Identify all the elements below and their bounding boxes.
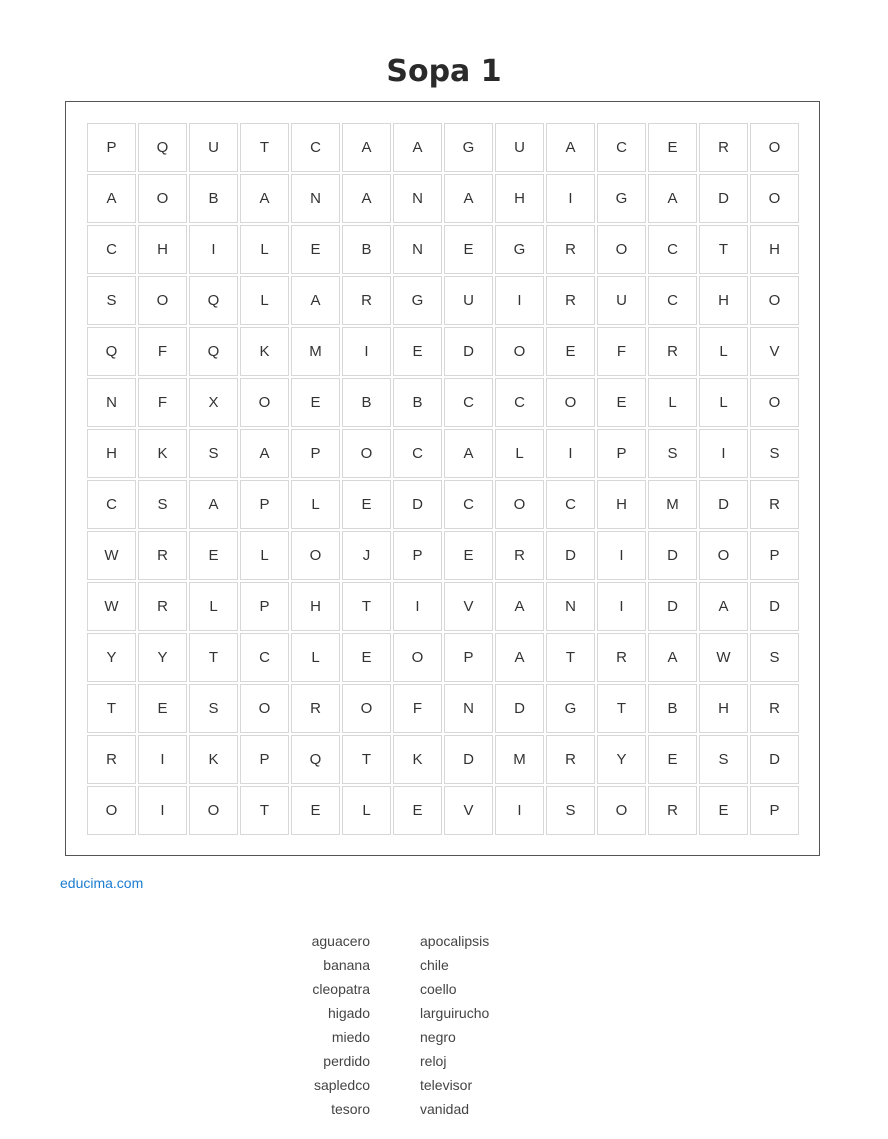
grid-cell[interactable]: N bbox=[291, 174, 340, 223]
grid-cell[interactable]: T bbox=[342, 735, 391, 784]
grid-cell[interactable]: P bbox=[291, 429, 340, 478]
grid-cell[interactable]: A bbox=[546, 123, 595, 172]
grid-cell[interactable]: C bbox=[87, 225, 136, 274]
grid-cell[interactable]: Y bbox=[138, 633, 187, 682]
grid-cell[interactable]: R bbox=[87, 735, 136, 784]
grid-cell[interactable]: B bbox=[342, 225, 391, 274]
grid-cell[interactable]: O bbox=[138, 276, 187, 325]
grid-cell[interactable]: S bbox=[138, 480, 187, 529]
grid-cell[interactable]: S bbox=[546, 786, 595, 835]
word-list-item: negro bbox=[420, 1029, 456, 1045]
grid-cell[interactable]: L bbox=[240, 531, 289, 580]
word-list-item: tesoro bbox=[331, 1101, 370, 1117]
grid-cell[interactable]: S bbox=[750, 633, 799, 682]
grid-cell[interactable]: W bbox=[699, 633, 748, 682]
grid-cell[interactable]: P bbox=[597, 429, 646, 478]
grid-cell[interactable]: S bbox=[699, 735, 748, 784]
grid-cell[interactable]: I bbox=[597, 531, 646, 580]
grid-cell[interactable]: A bbox=[189, 480, 238, 529]
grid-cell[interactable]: N bbox=[546, 582, 595, 631]
word-list-item: vanidad bbox=[420, 1101, 470, 1117]
grid-cell[interactable]: D bbox=[393, 480, 442, 529]
grid-cell[interactable]: C bbox=[597, 123, 646, 172]
grid-cell[interactable]: O bbox=[546, 378, 595, 427]
grid-cell[interactable]: L bbox=[291, 480, 340, 529]
grid-cell[interactable]: M bbox=[291, 327, 340, 376]
grid-cell[interactable]: A bbox=[648, 633, 697, 682]
grid-cell[interactable]: S bbox=[87, 276, 136, 325]
grid-cell[interactable]: I bbox=[495, 276, 544, 325]
grid-cell[interactable]: W bbox=[87, 531, 136, 580]
grid-cell[interactable]: F bbox=[597, 327, 646, 376]
grid-cell[interactable]: W bbox=[87, 582, 136, 631]
grid-cell[interactable]: J bbox=[342, 531, 391, 580]
grid-cell[interactable]: O bbox=[495, 327, 544, 376]
grid-cell[interactable]: R bbox=[648, 786, 697, 835]
grid-cell[interactable]: N bbox=[393, 174, 442, 223]
grid-cell[interactable]: A bbox=[393, 123, 442, 172]
grid-cell[interactable]: E bbox=[444, 531, 493, 580]
grid-cell[interactable]: I bbox=[138, 735, 187, 784]
grid-cell[interactable]: I bbox=[546, 174, 595, 223]
grid-cell[interactable]: P bbox=[240, 582, 289, 631]
grid-cell[interactable]: N bbox=[393, 225, 442, 274]
grid-cell[interactable]: L bbox=[240, 225, 289, 274]
grid-cell[interactable]: O bbox=[750, 123, 799, 172]
grid-cell[interactable]: G bbox=[393, 276, 442, 325]
grid-cell[interactable]: D bbox=[648, 582, 697, 631]
grid-cell[interactable]: P bbox=[240, 480, 289, 529]
grid-cell[interactable]: A bbox=[342, 123, 391, 172]
grid-cell[interactable]: B bbox=[342, 378, 391, 427]
word-list-item: reloj bbox=[420, 1053, 447, 1069]
grid-cell[interactable]: P bbox=[444, 633, 493, 682]
grid-cell[interactable]: O bbox=[240, 684, 289, 733]
grid-cell[interactable]: E bbox=[444, 225, 493, 274]
grid-cell[interactable]: A bbox=[87, 174, 136, 223]
grid-cell[interactable]: D bbox=[444, 735, 493, 784]
grid-cell[interactable]: O bbox=[342, 684, 391, 733]
grid-cell[interactable]: L bbox=[495, 429, 544, 478]
grid-cell[interactable]: T bbox=[189, 633, 238, 682]
grid-cell[interactable]: R bbox=[546, 276, 595, 325]
grid-cell[interactable]: O bbox=[750, 378, 799, 427]
word-list-right-column bbox=[420, 930, 580, 1122]
grid-cell[interactable]: C bbox=[291, 123, 340, 172]
grid-cell[interactable]: R bbox=[138, 582, 187, 631]
grid-cell[interactable]: Y bbox=[597, 735, 646, 784]
grid-cell[interactable]: D bbox=[750, 582, 799, 631]
grid-cell[interactable]: O bbox=[189, 786, 238, 835]
grid-cell[interactable]: Q bbox=[291, 735, 340, 784]
grid-cell[interactable]: S bbox=[750, 429, 799, 478]
grid-cell[interactable]: A bbox=[444, 429, 493, 478]
grid-cell[interactable]: M bbox=[648, 480, 697, 529]
grid-cell[interactable]: O bbox=[240, 378, 289, 427]
word-list-item: aguacero bbox=[311, 933, 370, 949]
grid-cell[interactable]: L bbox=[699, 378, 748, 427]
grid-cell[interactable]: S bbox=[189, 429, 238, 478]
grid-cell[interactable]: U bbox=[495, 123, 544, 172]
grid-cell[interactable]: E bbox=[342, 633, 391, 682]
grid-cell[interactable]: E bbox=[648, 735, 697, 784]
grid-cell[interactable]: P bbox=[393, 531, 442, 580]
grid-cell[interactable]: I bbox=[495, 786, 544, 835]
grid-cell[interactable]: L bbox=[240, 276, 289, 325]
grid-cell[interactable]: A bbox=[495, 633, 544, 682]
grid-cell[interactable]: L bbox=[699, 327, 748, 376]
grid-cell[interactable]: U bbox=[189, 123, 238, 172]
grid-cell[interactable]: K bbox=[240, 327, 289, 376]
grid-cell[interactable]: R bbox=[291, 684, 340, 733]
grid-cell[interactable]: T bbox=[240, 786, 289, 835]
grid-cell[interactable]: O bbox=[699, 531, 748, 580]
grid-cell[interactable]: S bbox=[189, 684, 238, 733]
grid-cell[interactable]: E bbox=[291, 378, 340, 427]
grid-cell[interactable]: K bbox=[189, 735, 238, 784]
grid-cell[interactable]: O bbox=[750, 276, 799, 325]
grid-cell[interactable]: I bbox=[546, 429, 595, 478]
grid-cell[interactable]: A bbox=[444, 174, 493, 223]
grid-cell[interactable]: V bbox=[444, 582, 493, 631]
grid-cell[interactable]: O bbox=[597, 225, 646, 274]
grid-cell[interactable]: C bbox=[546, 480, 595, 529]
grid-cell[interactable]: E bbox=[291, 225, 340, 274]
grid-cell[interactable]: H bbox=[597, 480, 646, 529]
grid-cell[interactable]: K bbox=[393, 735, 442, 784]
grid-cell[interactable]: O bbox=[87, 786, 136, 835]
grid-cell[interactable]: A bbox=[291, 276, 340, 325]
grid-cell[interactable]: Q bbox=[138, 123, 187, 172]
grid-cell[interactable]: C bbox=[444, 480, 493, 529]
puzzle-frame bbox=[65, 101, 820, 856]
grid-cell[interactable]: O bbox=[750, 174, 799, 223]
grid-cell[interactable]: A bbox=[495, 582, 544, 631]
grid-cell[interactable]: T bbox=[240, 123, 289, 172]
grid-cell[interactable]: C bbox=[444, 378, 493, 427]
grid-cell[interactable]: P bbox=[240, 735, 289, 784]
grid-cell[interactable]: C bbox=[393, 429, 442, 478]
grid-cell[interactable]: I bbox=[138, 786, 187, 835]
grid-cell[interactable]: R bbox=[342, 276, 391, 325]
grid-cell[interactable]: E bbox=[291, 786, 340, 835]
grid-cell[interactable]: C bbox=[240, 633, 289, 682]
grid-cell[interactable]: I bbox=[393, 582, 442, 631]
word-list-left-column bbox=[250, 930, 370, 1122]
grid-cell[interactable]: Y bbox=[87, 633, 136, 682]
word-list-item: televisor bbox=[420, 1077, 473, 1093]
grid-cell[interactable]: G bbox=[444, 123, 493, 172]
grid-cell[interactable]: D bbox=[699, 174, 748, 223]
grid-cell[interactable]: T bbox=[597, 684, 646, 733]
grid-cell[interactable]: G bbox=[597, 174, 646, 223]
grid-cell[interactable]: E bbox=[189, 531, 238, 580]
grid-cell[interactable]: R bbox=[699, 123, 748, 172]
word-list-item: chile bbox=[420, 957, 449, 973]
grid-cell[interactable]: R bbox=[597, 633, 646, 682]
grid-cell[interactable]: C bbox=[648, 276, 697, 325]
word-list-item: perdido bbox=[323, 1053, 370, 1069]
grid-cell[interactable]: O bbox=[597, 786, 646, 835]
word-list-item: coello bbox=[420, 981, 457, 997]
grid-cell[interactable]: A bbox=[648, 174, 697, 223]
grid-cell[interactable]: V bbox=[444, 786, 493, 835]
grid-cell[interactable]: H bbox=[750, 225, 799, 274]
grid-cell[interactable]: X bbox=[189, 378, 238, 427]
grid-cell[interactable]: D bbox=[444, 327, 493, 376]
grid-cell[interactable]: R bbox=[648, 327, 697, 376]
word-list-item: larguirucho bbox=[420, 1005, 490, 1021]
grid-cell[interactable]: O bbox=[393, 633, 442, 682]
grid-cell[interactable]: L bbox=[648, 378, 697, 427]
grid-cell[interactable]: R bbox=[546, 225, 595, 274]
grid-cell[interactable]: I bbox=[597, 582, 646, 631]
grid-cell[interactable]: D bbox=[546, 531, 595, 580]
grid-cell[interactable]: O bbox=[495, 480, 544, 529]
grid-cell[interactable]: T bbox=[699, 225, 748, 274]
grid-cell[interactable]: H bbox=[87, 429, 136, 478]
grid-cell[interactable]: E bbox=[393, 327, 442, 376]
grid-cell[interactable]: G bbox=[546, 684, 595, 733]
word-list-item: miedo bbox=[331, 1029, 370, 1045]
grid-cell[interactable]: R bbox=[495, 531, 544, 580]
word-list-item: apocalipsis bbox=[420, 933, 490, 949]
grid-cell[interactable]: Q bbox=[189, 276, 238, 325]
grid-cell[interactable]: A bbox=[342, 174, 391, 223]
grid-cell[interactable]: P bbox=[87, 123, 136, 172]
letter-grid bbox=[87, 123, 799, 835]
grid-cell[interactable]: T bbox=[546, 633, 595, 682]
grid-cell[interactable]: N bbox=[444, 684, 493, 733]
grid-cell[interactable]: L bbox=[342, 786, 391, 835]
word-list-item: sapledco bbox=[313, 1077, 370, 1093]
grid-cell[interactable]: Q bbox=[87, 327, 136, 376]
grid-cell[interactable]: M bbox=[495, 735, 544, 784]
grid-cell[interactable]: E bbox=[393, 786, 442, 835]
grid-cell[interactable]: L bbox=[291, 633, 340, 682]
grid-cell[interactable]: V bbox=[750, 327, 799, 376]
grid-cell[interactable]: H bbox=[495, 174, 544, 223]
grid-cell[interactable]: R bbox=[750, 480, 799, 529]
grid-cell[interactable]: O bbox=[291, 531, 340, 580]
grid-cell[interactable]: C bbox=[495, 378, 544, 427]
word-list-item: banana bbox=[323, 957, 370, 973]
grid-cell[interactable]: F bbox=[393, 684, 442, 733]
grid-cell[interactable]: F bbox=[138, 327, 187, 376]
page-title: Sopa 1 bbox=[386, 54, 502, 89]
grid-cell[interactable]: S bbox=[648, 429, 697, 478]
grid-cell[interactable]: E bbox=[597, 378, 646, 427]
grid-cell[interactable]: I bbox=[342, 327, 391, 376]
grid-cell[interactable]: D bbox=[750, 735, 799, 784]
source-link[interactable]: educima.com bbox=[60, 875, 144, 891]
grid-cell[interactable]: R bbox=[750, 684, 799, 733]
grid-cell[interactable]: A bbox=[240, 429, 289, 478]
grid-cell[interactable]: G bbox=[495, 225, 544, 274]
grid-cell[interactable]: C bbox=[87, 480, 136, 529]
grid-cell[interactable]: U bbox=[444, 276, 493, 325]
grid-cell[interactable]: B bbox=[648, 684, 697, 733]
grid-cell[interactable]: P bbox=[750, 531, 799, 580]
grid-cell[interactable]: N bbox=[87, 378, 136, 427]
grid-cell[interactable]: F bbox=[138, 378, 187, 427]
grid-cell[interactable]: A bbox=[699, 582, 748, 631]
grid-cell[interactable]: U bbox=[597, 276, 646, 325]
grid-cell[interactable]: Q bbox=[189, 327, 238, 376]
grid-cell[interactable]: D bbox=[699, 480, 748, 529]
word-list-item: higado bbox=[327, 1005, 370, 1021]
grid-cell[interactable]: H bbox=[138, 225, 187, 274]
grid-cell[interactable]: E bbox=[699, 786, 748, 835]
grid-cell[interactable]: E bbox=[648, 123, 697, 172]
grid-cell[interactable]: O bbox=[342, 429, 391, 478]
grid-cell[interactable]: D bbox=[648, 531, 697, 580]
grid-cell[interactable]: I bbox=[699, 429, 748, 478]
grid-cell[interactable]: I bbox=[189, 225, 238, 274]
grid-cell[interactable]: R bbox=[546, 735, 595, 784]
grid-cell[interactable]: T bbox=[342, 582, 391, 631]
grid-cell[interactable]: E bbox=[138, 684, 187, 733]
grid-cell[interactable]: K bbox=[138, 429, 187, 478]
grid-cell[interactable]: H bbox=[699, 276, 748, 325]
grid-cell[interactable]: P bbox=[750, 786, 799, 835]
grid-cell[interactable]: D bbox=[495, 684, 544, 733]
grid-cell[interactable]: H bbox=[291, 582, 340, 631]
grid-cell[interactable]: L bbox=[189, 582, 238, 631]
grid-cell[interactable]: E bbox=[546, 327, 595, 376]
word-list-item: cleopatra bbox=[312, 981, 370, 997]
grid-cell[interactable]: T bbox=[87, 684, 136, 733]
grid-cell[interactable]: E bbox=[342, 480, 391, 529]
grid-cell[interactable]: A bbox=[240, 174, 289, 223]
grid-cell[interactable]: C bbox=[648, 225, 697, 274]
grid-cell[interactable]: B bbox=[393, 378, 442, 427]
grid-cell[interactable]: B bbox=[189, 174, 238, 223]
grid-cell[interactable]: H bbox=[699, 684, 748, 733]
grid-cell[interactable]: O bbox=[138, 174, 187, 223]
grid-cell[interactable]: R bbox=[138, 531, 187, 580]
